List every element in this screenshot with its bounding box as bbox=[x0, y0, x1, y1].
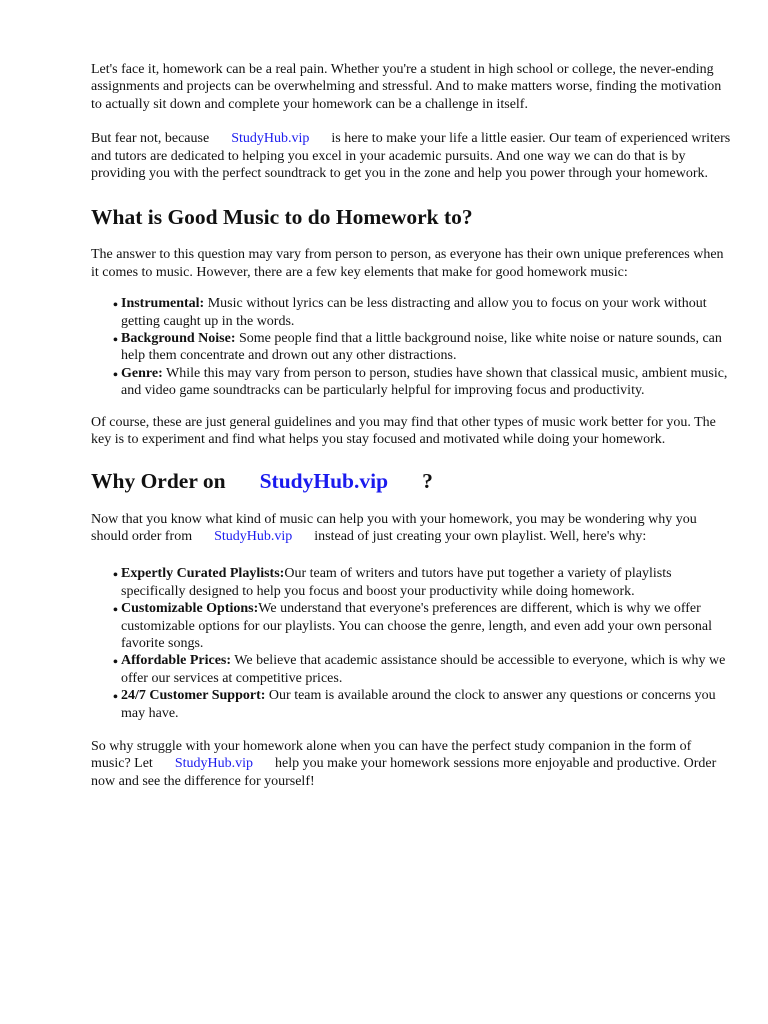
section-heading-good-music: What is Good Music to do Homework to? bbox=[91, 205, 473, 230]
list-item-term: Genre: bbox=[121, 365, 163, 381]
good-music-list bbox=[91, 295, 731, 399]
list-item-text: We understand that everyone's preferences are different, which is why we offer customizable options for our playlists. You can choose the genre, length, and even add your own personal favorite songs. bbox=[121, 601, 712, 651]
lead-text-before: Now that you know what kind of music can help you with your homework, you may be wondering why you should order from bbox=[91, 511, 697, 544]
list-item bbox=[121, 600, 731, 652]
heading-question-mark: ? bbox=[422, 468, 433, 493]
list-item-text: Some people find that a little background noise, like white noise or nature sounds, can help them concentrate and drown out any other distractions. bbox=[121, 331, 722, 364]
studyhub-link[interactable]: StudyHub.vip bbox=[174, 756, 253, 772]
lead-text-after: instead of just creating your own playlist. Well, here's why: bbox=[314, 528, 647, 544]
list-item-term: Instrumental: bbox=[121, 296, 205, 312]
list-item-term: Background Noise: bbox=[121, 331, 236, 347]
list-item-text: We believe that academic assistance should be accessible to everyone, which is why we offer our services at competitive prices. bbox=[121, 653, 726, 686]
closing-paragraph bbox=[91, 738, 731, 790]
heading-text: Why Order on bbox=[91, 468, 226, 493]
closing-text-after: help you make your homework sessions more enjoyable and productive. Order now and see the difference for yourself! bbox=[91, 756, 717, 789]
why-order-lead bbox=[91, 511, 731, 546]
intro-text-before: But fear not, because bbox=[91, 131, 210, 147]
good-music-lead: The answer to this question may vary from person to person, as everyone has their own unique preferences when it comes to music. However, there are a few key elements that make for good homework music: bbox=[91, 247, 724, 280]
list-item-term: Customizable Options: bbox=[121, 601, 259, 617]
list-item-text: Music without lyrics can be less distracting and allow you to focus on your work without getting caught up in the words. bbox=[121, 296, 707, 329]
document-body bbox=[91, 61, 731, 790]
list-item bbox=[121, 365, 731, 400]
good-music-closing: Of course, these are just general guidelines and you may find that other types of music work better for you. The key is to experiment and find what helps you stay focused and motivated while doing your homework. bbox=[91, 414, 716, 448]
section-heading-why-order bbox=[91, 468, 731, 494]
list-item-text: Our team of writers and tutors have put together a variety of playlists specifically designed to help you focus and boost your productivity while doing homework. bbox=[121, 566, 672, 599]
studyhub-link[interactable]: StudyHub.vip bbox=[259, 468, 389, 493]
intro-paragraph: Let's face it, homework can be a real pain. Whether you're a student in high school or college, the never-ending assignments and projects can be overwhelming and stressful. And to make matters worse, finding the motivation to actually sit down and complete your homework can be a challenge in itself. bbox=[91, 62, 722, 112]
why-order-list bbox=[91, 565, 731, 722]
intro-text-after: is here to make your life a little easier. Our team of experienced writers and tutors are dedicated to helping you excel in your academic pursuits. And one way we can do that is by providing you with the perfect soundtrack to get you in the zone and help you power through your homework. bbox=[91, 131, 731, 182]
list-item-term: Expertly Curated Playlists: bbox=[121, 566, 285, 582]
list-item bbox=[121, 687, 731, 722]
list-item bbox=[121, 565, 731, 600]
studyhub-link[interactable]: StudyHub.vip bbox=[214, 528, 293, 544]
list-item-text: Our team is available around the clock to answer any questions or concerns you may have. bbox=[121, 688, 716, 721]
list-item-text: While this may vary from person to person, studies have shown that classical music, ambient music, and video game soundtracks can be particularly helpful for improving focus and productivity. bbox=[121, 365, 728, 399]
list-item bbox=[121, 652, 731, 687]
closing-text-before: So why struggle with your homework alone when you can have the perfect study companion in the form of music? Let bbox=[91, 738, 692, 772]
intro-paragraph-studyhub bbox=[91, 130, 731, 182]
studyhub-link[interactable]: StudyHub.vip bbox=[231, 131, 310, 147]
list-item bbox=[121, 330, 731, 365]
list-item-term: Affordable Prices: bbox=[121, 653, 232, 669]
list-item-term: 24/7 Customer Support: bbox=[121, 688, 266, 704]
list-item bbox=[121, 295, 731, 330]
